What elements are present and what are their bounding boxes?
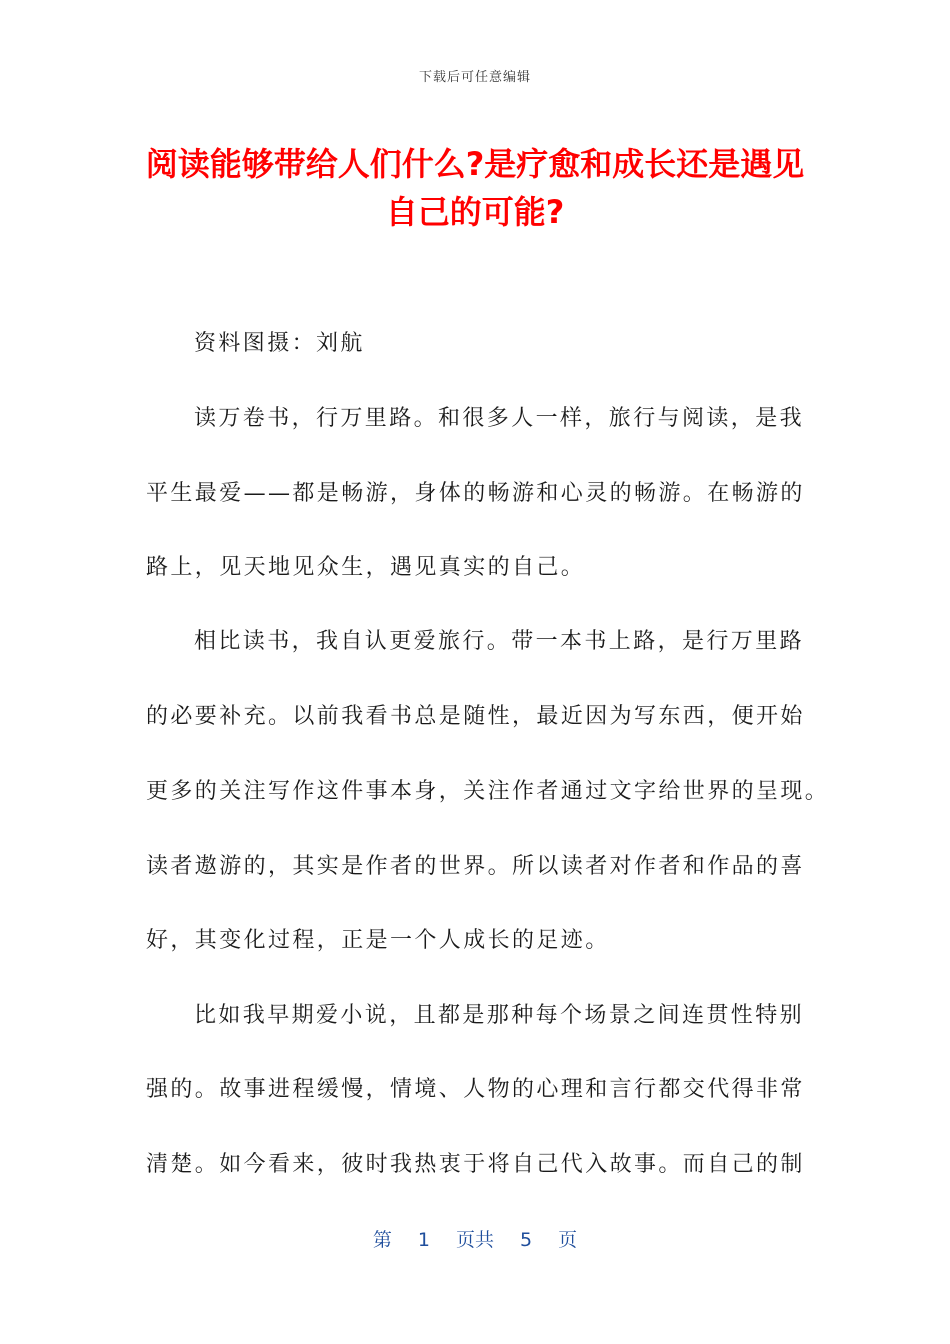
photo-credit: 资料图摄：刘航 xyxy=(194,331,365,356)
paragraph-line: 路上，见天地见众生，遇见真实的自己。 xyxy=(146,555,586,580)
paragraph-line: 平生最爱——都是畅游，身体的畅游和心灵的畅游。在畅游的 xyxy=(146,481,805,506)
current-page-number: 1 xyxy=(417,1229,430,1251)
paragraph-line: 清楚。如今看来，彼时我热衷于将自己代入故事。而自己的制 xyxy=(146,1152,805,1177)
footer-middle: 页共 xyxy=(455,1229,494,1251)
total-page-number: 5 xyxy=(520,1229,533,1251)
footer-prefix: 第 xyxy=(372,1229,392,1251)
paragraph-line: 更多的关注写作这件事本身，关注作者通过文字给世界的呈现。 xyxy=(146,779,830,804)
paragraph-line: 的必要补充。以前我看书总是随性，最近因为写东西，便开始 xyxy=(146,704,805,729)
paragraph-line: 读者遨游的，其实是作者的世界。所以读者对作者和作品的喜 xyxy=(146,854,805,879)
footer-suffix: 页 xyxy=(558,1229,578,1251)
paragraph-line: 好，其变化过程，正是一个人成长的足迹。 xyxy=(146,928,610,953)
page-footer xyxy=(0,1225,950,1252)
paragraph-line: 读万卷书，行万里路。和很多人一样，旅行与阅读，是我 xyxy=(194,406,805,431)
paragraph-line: 相比读书，我自认更爱旅行。带一本书上路，是行万里路 xyxy=(194,629,805,654)
paragraph-line: 比如我早期爱小说，且都是那种每个场景之间连贯性特别 xyxy=(194,1003,805,1028)
paragraph-line: 强的。故事进程缓慢，情境、人物的心理和言行都交代得非常 xyxy=(146,1077,805,1102)
article-title: 阅读能够带给人们什么?是疗愈和成长还是遇见自己的可能? xyxy=(145,145,805,231)
header-note: 下载后可任意编辑 xyxy=(418,70,531,85)
